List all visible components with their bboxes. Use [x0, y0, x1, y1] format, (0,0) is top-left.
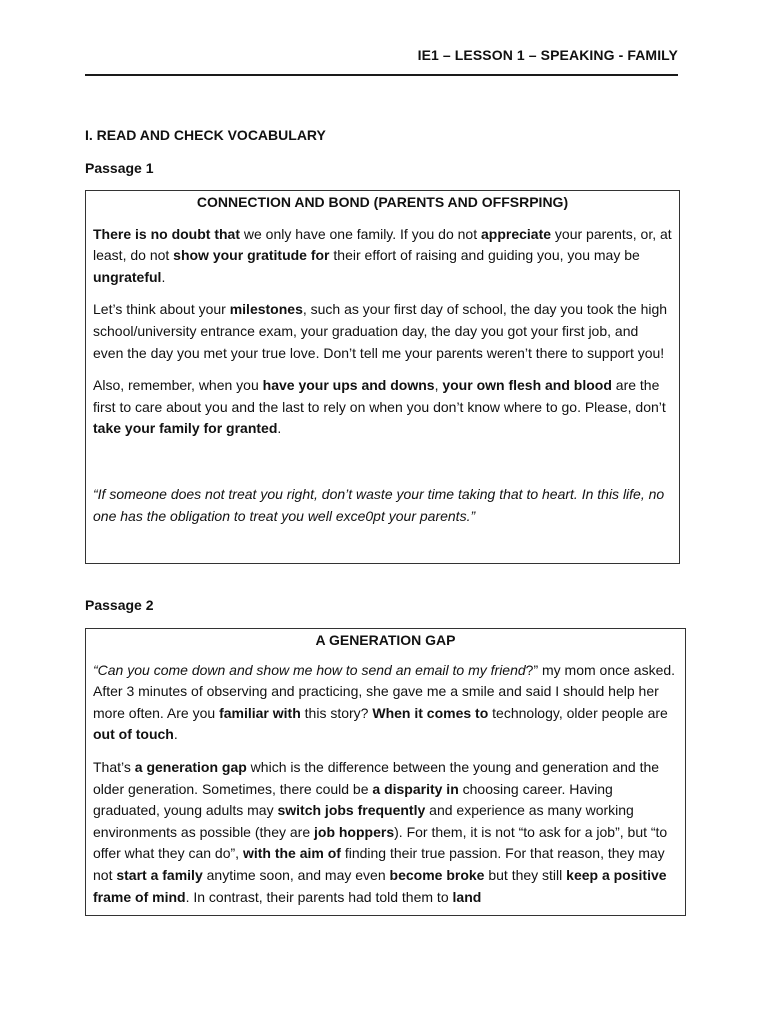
text-run: .: [173, 726, 178, 743]
text-run: .: [161, 268, 166, 285]
text-run: choosing career. Having graduated, young adults may: [93, 780, 613, 819]
bold-phrase: out of touch: [93, 726, 174, 743]
text-run: . In contrast, their parents had told them to: [185, 888, 453, 905]
text-run: are the first to care about you and the last to rely on when you don’t know where to go. Please, don’t: [93, 377, 666, 415]
text-run: and experience as many working environments as possible (they are: [93, 802, 634, 840]
text-run: Also, remember, when you: [93, 377, 263, 394]
passage-1-paragraph-3: [93, 375, 672, 440]
text-run: which is the difference between the young and generation and the older generation. Sometimes, there could be: [93, 758, 660, 797]
document-header: IE1 – LESSON 1 – SPEAKING - FAMILY: [417, 47, 678, 63]
passage-2-paragraph-1: [93, 660, 678, 746]
bold-phrase: milestones: [229, 301, 303, 318]
text-run: technology, older people are: [488, 704, 668, 721]
passage-2-title: A GENERATION GAP: [315, 632, 456, 648]
text-run: their effort of raising and guiding you, you may be: [329, 247, 640, 264]
bold-phrase: ungrateful: [93, 268, 162, 285]
text-run: ). For them, it is not “to ask for a job”, but “to offer what they can do”,: [93, 823, 668, 862]
passage-1-label: Passage 1: [85, 160, 154, 176]
text-run: , such as your first day of school, the day you took the high school/university entrance exam, your graduation day, the day you got your first job, and even the day you met your true love. Don’t tell me your parents weren’t there to support you!: [93, 301, 668, 361]
text-run: finding their true passion. For that reason, they may not: [93, 845, 665, 883]
passage-2-label: Passage 2: [85, 597, 154, 613]
passage-2-paragraph-2: [93, 757, 678, 908]
bold-phrase: start a family: [116, 866, 203, 883]
passage-1-quote: “If someone does not treat you right, don’t waste your time taking that to heart. In this life, no one has the obligation to treat you well exce0pt your parents.”: [93, 485, 665, 524]
section-title: I. READ AND CHECK VOCABULARY: [85, 127, 326, 143]
bold-phrase: a disparity in: [372, 780, 459, 797]
header-divider: [85, 74, 678, 76]
text-run: this story?: [300, 704, 373, 721]
bold-phrase: land: [452, 888, 482, 905]
text-run: ?” my mom once asked. After 3 minutes of observing and practicing, she gave me a smile and said I should help her more often. Are you: [93, 661, 676, 721]
text-run: Let’s think about your: [93, 301, 230, 318]
passage-1-title: CONNECTION AND BOND (PARENTS AND OFFSRPING): [196, 194, 569, 210]
text-run: we only have one family. If you do not: [240, 225, 481, 242]
text-run: ,: [434, 377, 443, 394]
bold-phrase: switch jobs frequently: [277, 802, 426, 819]
bold-phrase: have your ups and downs: [262, 377, 435, 394]
bold-phrase: appreciate: [481, 225, 552, 242]
bold-phrase: with the aim of: [242, 845, 341, 862]
text-run: .: [277, 420, 282, 437]
bold-phrase: familiar with: [219, 704, 301, 721]
text-run: your parents, or, at least, do not: [93, 225, 672, 264]
passage-1-paragraph-1: [93, 224, 672, 289]
bold-phrase: job hoppers: [314, 823, 395, 840]
bold-phrase: When it comes to: [372, 704, 489, 721]
bold-phrase: There is no doubt that: [93, 225, 240, 242]
bold-phrase: become broke: [389, 866, 485, 883]
text-run: anytime soon, and may even: [202, 866, 390, 883]
passage-2-box: [85, 628, 686, 916]
bold-phrase: take your family for granted: [93, 420, 278, 437]
bold-phrase: a generation gap: [134, 758, 247, 775]
italic-text: “Can you come down and show me how to send an email to my friend: [93, 661, 526, 678]
bold-phrase: keep a positive frame of mind: [93, 866, 667, 905]
bold-phrase: your own flesh and blood: [442, 377, 612, 394]
passage-1-paragraph-2: [93, 299, 672, 364]
text-run: but they still: [484, 866, 567, 883]
passage-1-box: [85, 190, 680, 564]
bold-phrase: show your gratitude for: [173, 247, 330, 264]
text-run: That’s: [93, 758, 135, 775]
